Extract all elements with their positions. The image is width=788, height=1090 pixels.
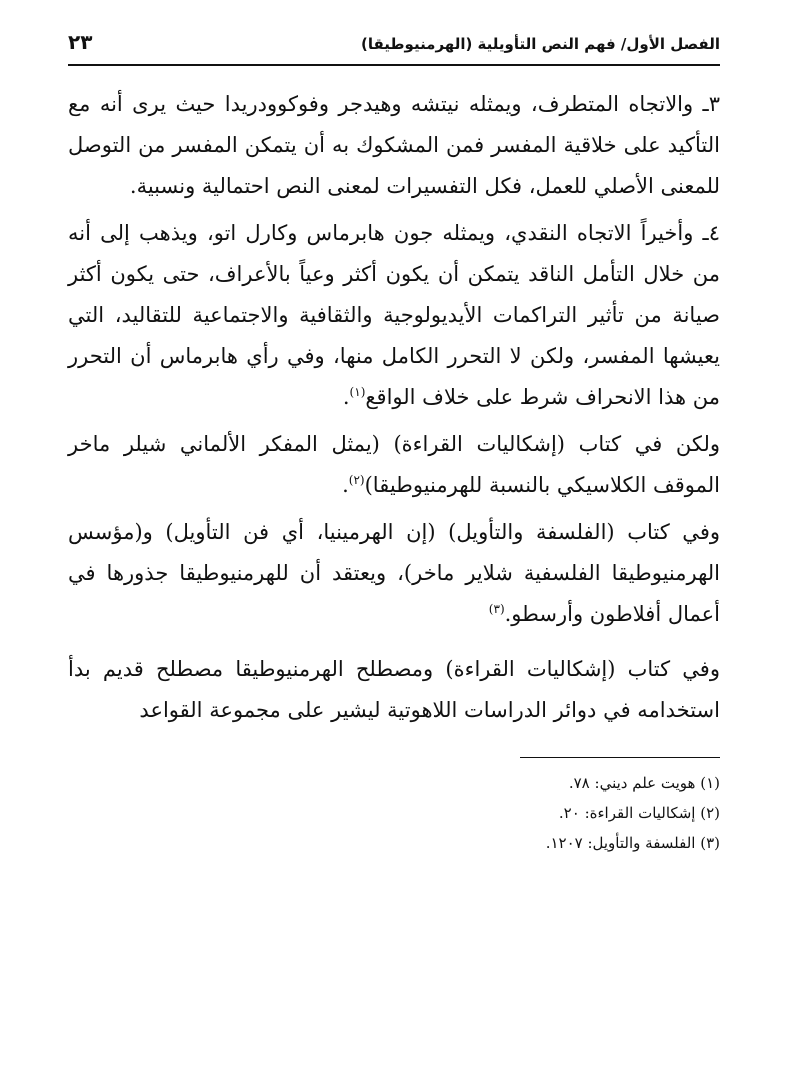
body-text (68, 84, 720, 731)
paragraph-critical-trend: ٤ـ وأخيراً الاتجاه النقدي، ويمثله جون هابرماس وكارل اتو، ويذهب إلى أنه من خلال التأمل الناقد يتمكن أن يكون أكثر وعياً بالأعراف، حتى يكون أكثر صيانة من تأثير التراكمات الأيديولوجية والثقافية والاجتماعية للتقاليد، التي يعيشها المفسر، ولكن لا التحرر الكامل منها، وفي رأي هابرماس أن التحرر من هذا الانحراف شرط على خلاف الواقع$^{(١)}$. (68, 221, 720, 409)
footnote-divider (520, 757, 720, 758)
document-page (68, 30, 720, 1070)
paragraph-text: ٣ـ والاتجاه المتطرف، ويمثله نيتشه وهيدجر وفوكوودريدا حيث يرى أنه مع التأكيد على خلاقية المفسر فمن المشكوك به أن يتمكن المفسر من التوصل للمعنى الأصلي للعمل، فكل التفسيرات لمعنى النص احتمالية ونسبية. (68, 92, 720, 198)
paragraph-hermeneutics-term (68, 649, 720, 731)
footnote-1: (١) هويت علم ديني: ٧٨. (568, 774, 720, 792)
footnote-marker: (٢) (348, 473, 365, 487)
paragraph-text: وفي كتاب (الفلسفة والتأويل) (إن الهرمينيا، أي فن التأويل) و(مؤسس الهرمنيوطيقا الفلسفية شلاير ماخر)، ويعتقد أن للهرمنيوطيقا جذورها في أعمال أفلاطون وأرسطو. (68, 520, 720, 626)
running-header (68, 30, 720, 66)
paragraph-text: ٤ـ وأخيراً الاتجاه النقدي، ويمثله جون هابرماس وكارل اتو، ويذهب إلى أنه من خلال التأمل الناقد يتمكن أن يكون أكثر وعياً بالأعراف، حتى يكون أكثر صيانة من تأثير التراكمات الأيديولوجية والثقافية والاجتماعية للتقاليد، التي يعيشها المفسر، ولكن لا التحرر الكامل منها، وفي رأي هابرماس أن التحرر من هذا الانحراف شرط على خلاف الواقع (68, 221, 720, 409)
paragraph-text: ولكن في كتاب (إشكاليات القراءة) (يمثل المفكر الألماني شيلر ماخر الموقف الكلاسيكي بالنسبة للهرمنيوطيقا) (68, 432, 720, 497)
footnote-3: (٣) الفلسفة والتأويل: ١٢٠٧. (545, 834, 720, 852)
footnotes (68, 768, 720, 858)
paragraph-schleiermacher-classic: ولكن في كتاب (إشكاليات القراءة) (يمثل المفكر الألماني شيلر ماخر الموقف الكلاسيكي بالنسبة للهرمنيوطيقا)$^{(٢)}$. (68, 432, 720, 497)
paragraph-text: وفي كتاب (إشكاليات القراءة) ومصطلح الهرمنيوطيقا مصطلح قديم بدأ استخدامه في دوائر الدراسات اللاهوتية ليشير على مجموعة القواعد (68, 657, 720, 722)
footnote-marker: (١) (349, 385, 366, 399)
footnote-marker: (٣) (488, 602, 505, 616)
page-number: ٢٣ (68, 30, 93, 54)
running-title: الفصل الأول/ فهم النص التأويلية (الهرمنيوطيقا) (361, 35, 720, 53)
paragraph-philosophy-interpretation (68, 512, 720, 635)
footnote-2: (٢) إشكاليات القراءة: ٢٠. (558, 804, 720, 822)
paragraph-extreme-trend (68, 84, 720, 207)
